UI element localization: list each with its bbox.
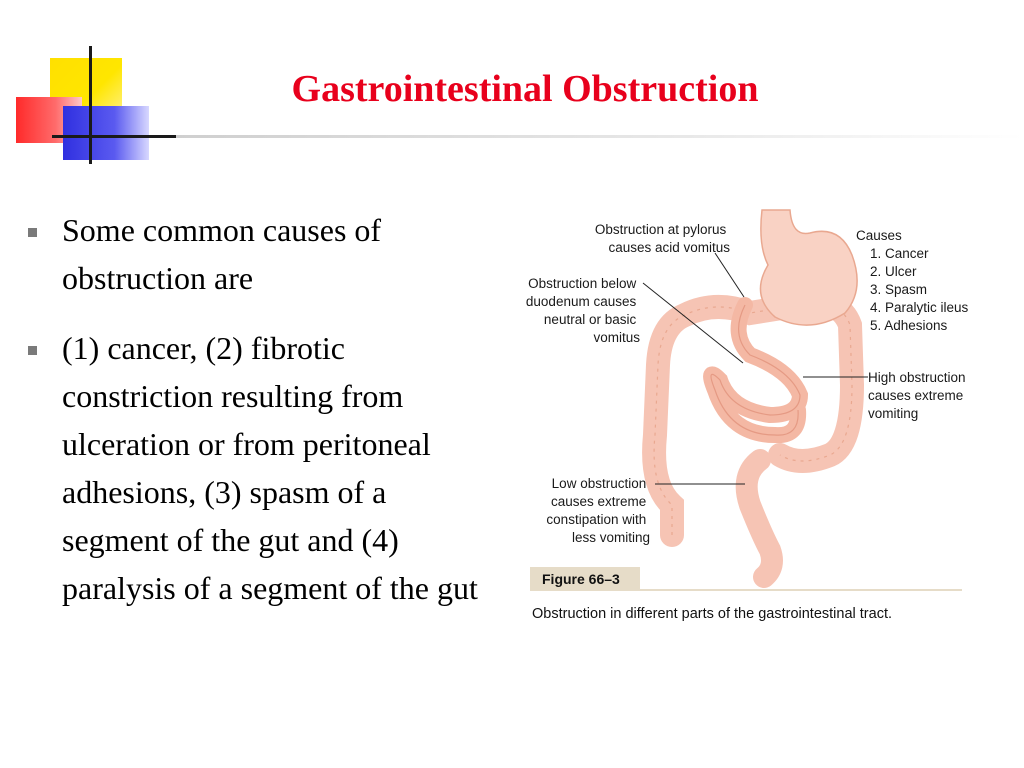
label-high-obstruction: High obstruction causes extreme vomiting <box>868 370 966 421</box>
pylorus-pointer <box>715 253 744 297</box>
horizontal-line <box>52 135 177 138</box>
bullet-item <box>22 324 492 612</box>
slide-title: Gastrointestinal Obstruction <box>291 68 759 110</box>
figure-number: Figure 66–3 <box>542 571 620 587</box>
gi-tract-figure <box>500 205 1000 635</box>
bullet-item <box>22 206 492 302</box>
bullet-list <box>22 206 492 634</box>
title-underline <box>176 135 1024 138</box>
stomach-shape <box>760 210 857 325</box>
small-intestine-shape <box>711 305 800 435</box>
label-pylorus: Obstruction at pylorus causes acid vomitus <box>594 222 730 255</box>
figure-caption: Obstruction in different parts of the gastrointestinal tract. <box>532 606 893 622</box>
causes-list: Causes 1. Cancer 2. Ulcer 3. Spasm 4. Paralytic ileus 5. Adhesions <box>856 228 969 333</box>
bullet-text: Some common causes of obstruction are <box>62 212 382 296</box>
rectum-shape <box>747 460 772 577</box>
label-low-obstruction: Low obstruction causes extreme constipation with less vomiting <box>546 476 650 545</box>
bullet-square-icon <box>28 228 37 237</box>
bullet-square-icon <box>28 346 37 355</box>
blue-block <box>63 106 149 160</box>
vertical-line <box>89 46 92 164</box>
gi-tract-illustration <box>500 205 1000 635</box>
label-duodenum: Obstruction below duodenum causes neutral or basic vomitus <box>525 276 640 345</box>
bullet-text: (1) cancer, (2) fibrotic constriction resulting from ulceration or from peritoneal adhesions, (3) spasm of a segment of the gut and (4) paralysis of a segment of the gut <box>62 330 478 606</box>
